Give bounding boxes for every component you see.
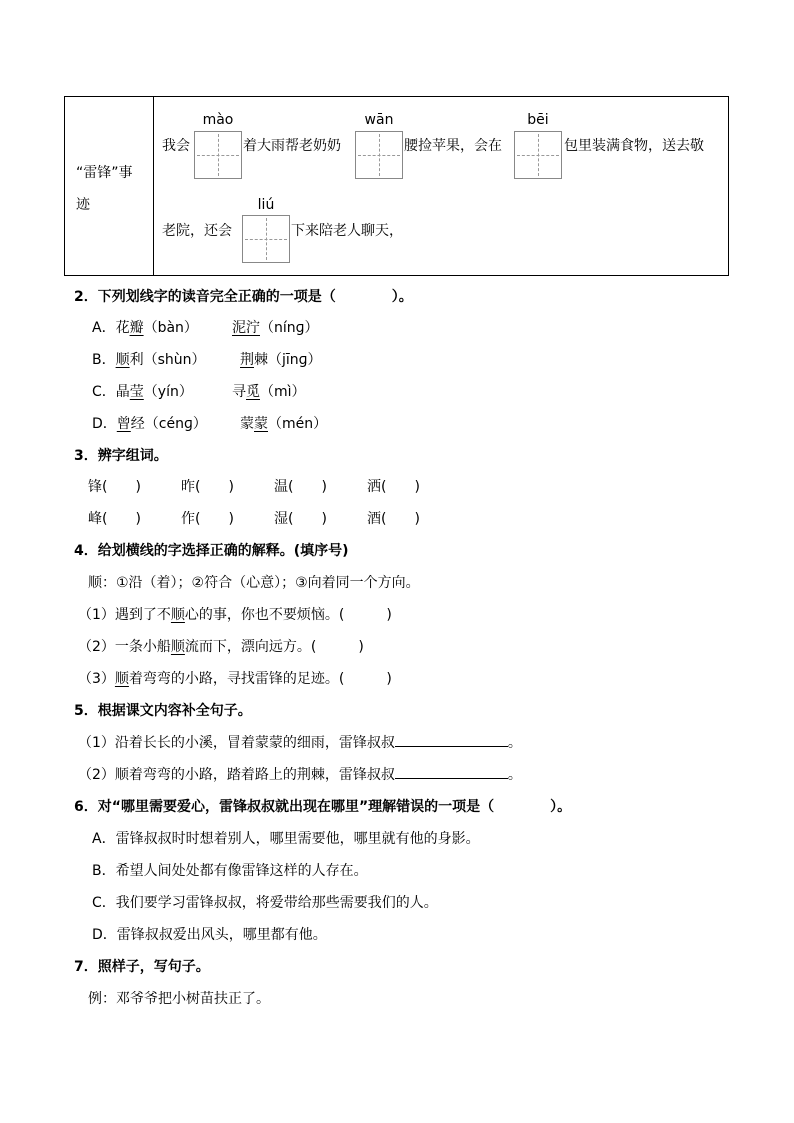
q2-option-d-word2: 蒙蒙（mén） [240, 416, 328, 432]
line1-text-4: 包里装满食物，送去敬 [564, 138, 704, 154]
q6-option-d[interactable]: D．雷锋叔叔爱出风头，哪里都有他。 [92, 927, 327, 943]
q5-answer-blank-2[interactable] [395, 764, 508, 779]
q5-answer-blank-1[interactable] [395, 732, 508, 747]
q7-title: 7．照样子，写句子。 [74, 959, 210, 975]
q2-option-c-word2: 寻觅（mì） [232, 384, 306, 400]
q2-option-c[interactable]: C．晶莹（yín） [92, 384, 193, 400]
q2-title: 2．下列划线字的读音完全正确的一项是（ ）。 [74, 289, 413, 305]
line1-text-1: 我会 [162, 138, 190, 154]
q4-item-2: （2）一条小船顺流而下，漂向远方。( ) [78, 639, 364, 655]
q4-title: 4．给划横线的字选择正确的解释。(填序号) [74, 543, 349, 559]
table-row-label-wrap: 迹 [76, 197, 90, 213]
q2-option-a[interactable]: A．花瓣（bàn） [92, 320, 198, 336]
q3-r1-c1: 锋( ) [88, 479, 141, 495]
q3-r1-c2: 昨( ) [181, 479, 234, 495]
q6-option-c[interactable]: C．我们要学习雷锋叔叔，将爱带给那些需要我们的人。 [92, 895, 438, 911]
q3-r2-c4: 酒( ) [367, 511, 420, 527]
q3-r2-c3: 湿( ) [274, 511, 327, 527]
q4-item-3: （3）顺着弯弯的小路，寻找雷锋的足迹。( ) [78, 671, 392, 687]
q3-r1-c3: 温( ) [274, 479, 327, 495]
writing-box-liu[interactable] [242, 215, 290, 263]
q6-option-a[interactable]: A．雷锋叔叔时时想着别人，哪里需要他，哪里就有他的身影。 [92, 831, 480, 847]
q7-example: 例：邓爷爷把小树苗扶正了。 [88, 991, 270, 1007]
q2-option-a-word2: 泥泞（nínɡ） [232, 320, 319, 336]
q5-title: 5．根据课文内容补全句子。 [74, 703, 252, 719]
writing-box-mao[interactable] [194, 131, 242, 179]
pinyin-wan: wān [364, 112, 394, 128]
table-row-label: “雷锋”事 [76, 165, 133, 181]
q3-r2-c1: 峰( ) [88, 511, 141, 527]
table-divider [153, 97, 154, 275]
pinyin-mao: mào [202, 112, 234, 128]
q6-title: 6．对“哪里需要爱心，雷锋叔叔就出现在哪里”理解错误的一项是（ ）。 [74, 799, 572, 815]
q5-item-2: （2）顺着弯弯的小路，踏着路上的荆棘，雷锋叔叔 。 [78, 764, 522, 784]
q3-r2-c2: 作( ) [181, 511, 234, 527]
q4-item-1: （1）遇到了不顺心的事，你也不要烦恼。( ) [78, 607, 392, 623]
q6-option-b[interactable]: B．希望人间处处都有像雷锋这样的人存在。 [92, 863, 368, 879]
line2-text-2: 下来陪老人聊天， [291, 223, 403, 239]
q5-item-1: （1）沿着长长的小溪，冒着蒙蒙的细雨，雷锋叔叔 。 [78, 732, 522, 752]
q4-definition: 顺：①沿（着）；②符合（心意）；③向着同一个方向。 [88, 575, 420, 591]
pinyin-bei: bēi [527, 112, 549, 128]
q2-option-b-word2: 荆棘（jīnɡ） [240, 352, 322, 368]
q3-r1-c4: 洒( ) [367, 479, 420, 495]
line2-text-1: 老院，还会 [162, 223, 232, 239]
writing-box-bei[interactable] [514, 131, 562, 179]
pinyin-liu: liú [257, 197, 275, 213]
q2-option-d[interactable]: D．曾经（cénɡ） [92, 416, 207, 432]
writing-box-wan[interactable] [355, 131, 403, 179]
line1-text-2: 着大雨帮老奶奶 [243, 138, 341, 154]
q3-title: 3．辨字组词。 [74, 448, 168, 464]
q2-option-b[interactable]: B．顺利（shùn） [92, 352, 206, 368]
line1-text-3: 腰捡苹果，会在 [404, 138, 502, 154]
